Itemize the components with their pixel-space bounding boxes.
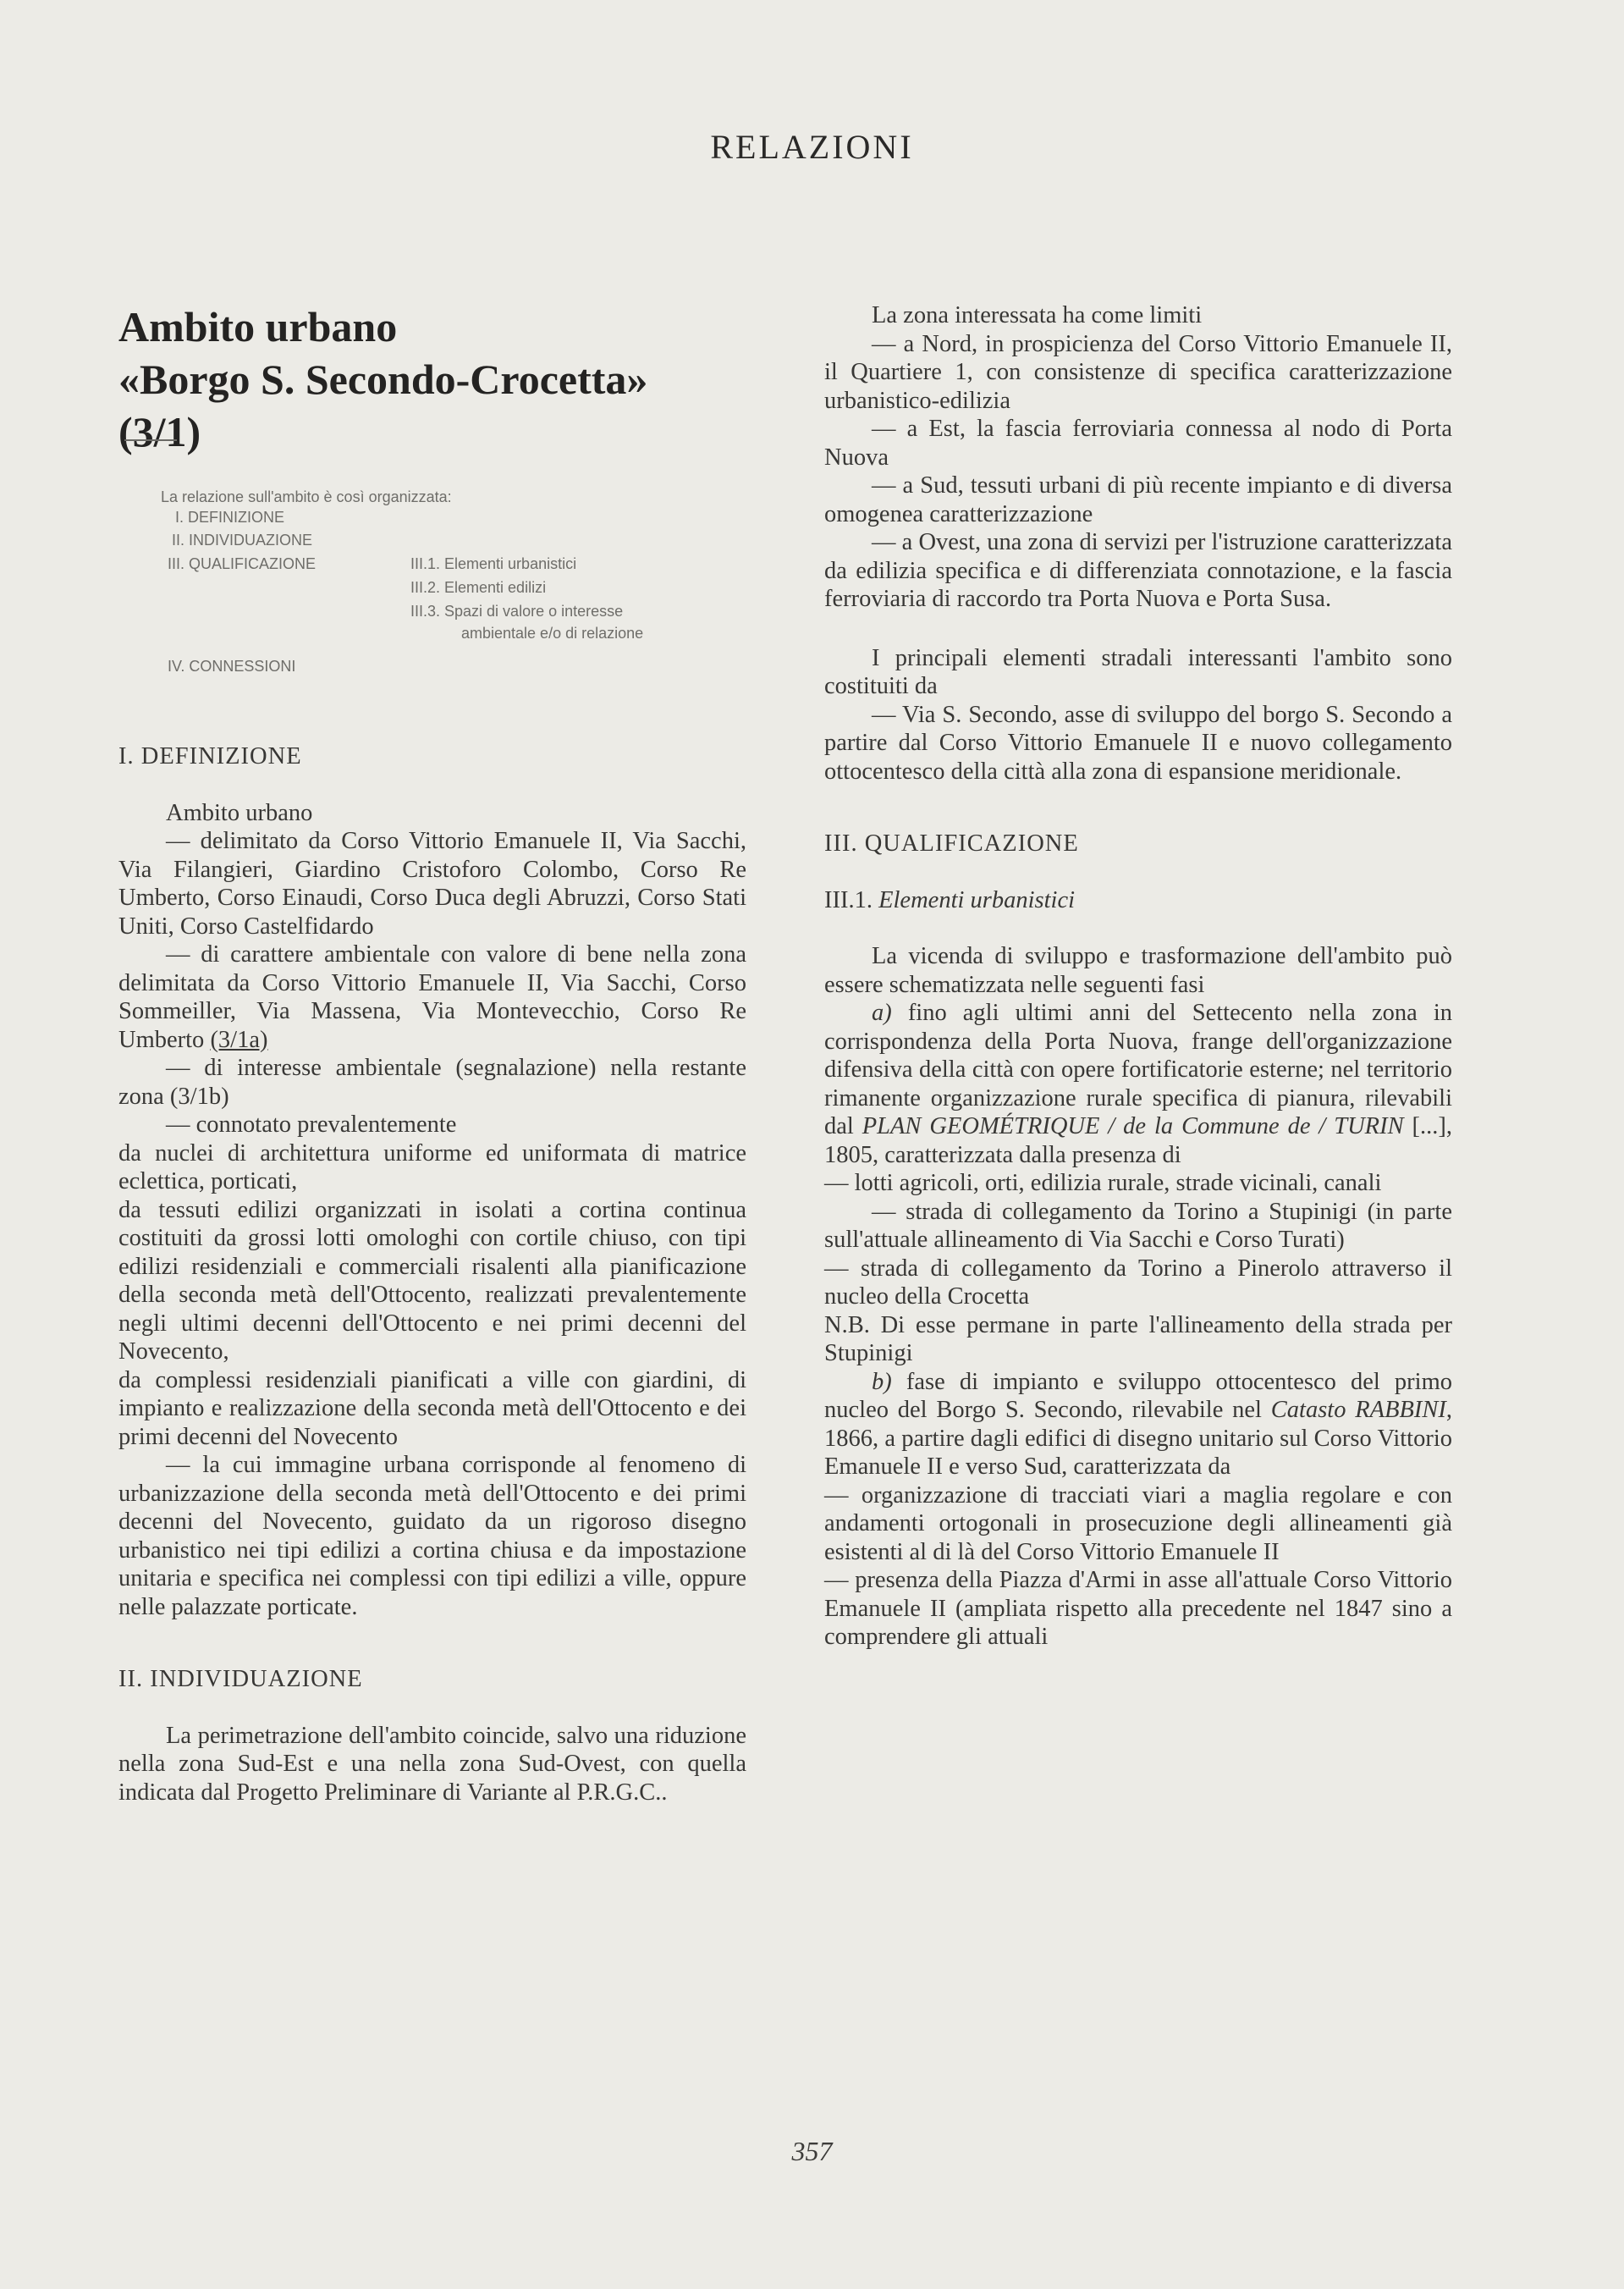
- heading-individuazione: II. INDIVIDUAZIONE: [118, 1666, 363, 1692]
- title-rule: [124, 439, 177, 441]
- paragraph: — di interesse ambientale (segnalazione) nella restante zona (3/1b): [118, 1055, 746, 1110]
- toc-subitem: III.3. Spazi di valore o interesse: [410, 603, 624, 620]
- toc-subitem: III.1. Elementi urbanistici: [410, 555, 577, 572]
- paragraph: [824, 999, 1452, 1169]
- paragraph: I principali elementi stradali interessanti l'ambito sono costituiti da: [824, 644, 1452, 699]
- left-column: [118, 742, 746, 1806]
- paragraph: [824, 1368, 1452, 1481]
- paragraph: da tessuti edilizi organizzati in isolati a cortina continua costituiti da grossi lotti omologhi con cortile chiuso, con tipi edilizi residenziali e commerciali risalenti alla pianificazione della seconda metà dell'Ottocento, realizzati prevalentemente negli ultimi decenni dell'Ottocento e nei primi decenni del Novecento,: [118, 1196, 746, 1365]
- paragraph: — a Est, la fascia ferroviaria connessa al nodo di Porta Nuova: [824, 416, 1452, 471]
- paragraph: — presenza della Piazza d'Armi in asse all'attuale Corso Vittorio Emanuele II (ampliata rispetto alla precedente nel 1847 sino a comprendere gli attuali: [824, 1567, 1452, 1650]
- document-citation: Catasto RABBINI: [1270, 1397, 1446, 1423]
- toc-subitem: III.2. Elementi edilizi: [410, 579, 547, 596]
- paragraph: — a Sud, tessuti urbani di più recente impianto e di diversa omogenea caratterizzazione: [824, 472, 1452, 527]
- toc-item-qualificazione: III. QUALIFICAZIONE: [168, 555, 317, 572]
- subheading-elementi-urbanistici: [824, 886, 1452, 915]
- paragraph-text: fase di impianto e sviluppo ottocentesco del primo nucleo del Borgo S. Secondo, rilevabile nel: [824, 1368, 1452, 1423]
- paragraph: La zona interessata ha come limiti: [872, 302, 1203, 328]
- paragraph: [118, 940, 746, 1054]
- paragraph: da complessi residenziali pianificati a ville con giardini, di impianto e realizzazione della seconda metà dell'Ottocento e dei primi decenni del Novecento: [118, 1366, 746, 1450]
- toc-intro: La relazione sull'ambito è così organizzata:: [161, 488, 452, 505]
- toc-subitem: ambientale e/o di relazione: [461, 625, 644, 642]
- paragraph: — organizzazione di tracciati viari a maglia regolare e con andamenti ortogonali in prosecuzione degli allineamenti già esistenti al di là del Corso Vittorio Emanuele II: [824, 1481, 1452, 1565]
- title-line: (3/1): [118, 408, 201, 455]
- title-line: Ambito urbano: [118, 303, 398, 350]
- paragraph: — la cui immagine urbana corrisponde al fenomeno di urbanizzazione della seconda metà dell'Ottocento e dei primi decenni del Novecento, guidato da un rigoroso disegno urbanistico nei tipi edilizi a cortina chiusa e da impostazione unitaria e specifica nei complessi con tipi edilizi a ville, oppure nelle palazzate porticate.: [118, 1452, 746, 1620]
- paragraph-text: fino agli ultimi anni del Settecento nella zona in corrispondenza della Porta Nuova, frange dell'organizzazione difensiva della città con opere fortificatorie esterne; nel territorio rimanente organizzazione rurale specifica di pianura, rilevabili dal: [824, 1000, 1452, 1139]
- paragraph: da nuclei di architettura uniforme ed uniformata di matrice eclettica, porticati,: [118, 1139, 746, 1194]
- paragraph: — connotato prevalentemente: [166, 1111, 457, 1138]
- paragraph: La perimetrazione dell'ambito coincide, salvo una riduzione nella zona Sud-Est e una nella zona Sud-Ovest, con quella indicata dal Progetto Preliminare di Variante al P.R.G.C..: [118, 1722, 746, 1806]
- paragraph: — a Nord, in prospicienza del Corso Vittorio Emanuele II, il Quartiere 1, con consistenze di specifica caratterizzazione urbanistico-edilizia: [824, 330, 1452, 414]
- paragraph-text: , 1866, a partire dagli edifici di disegno unitario sul Corso Vittorio Emanuele II e verso Sud, caratterizzata da: [824, 1397, 1452, 1480]
- reference-3-1a: (3/1a): [210, 1026, 268, 1053]
- paragraph: — lotti agricoli, orti, edilizia rurale, strade vicinali, canali: [824, 1170, 1382, 1196]
- section-title: [118, 301, 647, 458]
- document-citation: PLAN GEOMÉTRIQUE / de la Commune de / TURIN: [862, 1113, 1404, 1139]
- right-column: [824, 301, 1452, 1652]
- heading-qualificazione: III. QUALIFICAZIONE: [824, 830, 1079, 857]
- toc-item-connessioni: IV. CONNESSIONI: [168, 658, 296, 675]
- running-header: RELAZIONI: [710, 128, 914, 166]
- list-label: b): [872, 1368, 892, 1395]
- paragraph: — Via S. Secondo, asse di sviluppo del borgo S. Secondo a partire dal Corso Vittorio Emanuele II e nuovo collegamento ottocentesco della città alla zona di espansione meridionale.: [824, 701, 1452, 785]
- paragraph: — strada di collegamento da Torino a Pinerolo attraverso il nucleo della Crocetta: [824, 1255, 1452, 1310]
- page-number: 357: [791, 2136, 833, 2166]
- paragraph: — strada di collegamento da Torino a Stupinigi (in parte sull'attuale allineamento di Via Sacchi e Corso Turati): [824, 1198, 1452, 1253]
- list-label: a): [872, 1000, 892, 1026]
- paragraph: N.B. Di esse permane in parte l'allineamento della strada per Stupinigi: [824, 1311, 1452, 1366]
- paragraph: Ambito urbano: [166, 799, 313, 826]
- subheading-number: III.1.: [824, 886, 873, 913]
- paragraph-text: [...], 1805, caratterizzata dalla presenza di: [824, 1113, 1453, 1168]
- toc-item-definizione: I. DEFINIZIONE: [175, 509, 285, 526]
- paragraph: — a Ovest, una zona di servizi per l'istruzione caratterizzata da edilizia specifica e di differenziata connotazione, e la fascia ferroviaria di raccordo tra Porta Nuova e Porta Susa.: [824, 529, 1452, 612]
- heading-definizione: I. DEFINIZIONE: [118, 743, 302, 769]
- paragraph: La vicenda di sviluppo e trasformazione dell'ambito può essere schematizzata nelle seguenti fasi: [824, 943, 1452, 998]
- subheading-text: Elementi urbanistici: [878, 886, 1076, 913]
- title-line: «Borgo S. Secondo-Crocetta»: [118, 356, 648, 403]
- paragraph: — delimitato da Corso Vittorio Emanuele II, Via Sacchi, Via Filangieri, Giardino Cristoforo Colombo, Corso Re Umberto, Corso Einaudi, Corso Duca degli Abruzzi, Corso Stati Uniti, Corso Castelfidardo: [118, 828, 746, 940]
- toc-item-individuazione: II. INDIVIDUAZIONE: [172, 532, 313, 549]
- paragraph-text: — di carattere ambientale con valore di bene nella zona delimitata da Corso Vittorio Emanuele II, Via Sacchi, Corso Sommeiller, Via Massena, Via Montevecchio, Corso Re Umberto: [118, 941, 746, 1053]
